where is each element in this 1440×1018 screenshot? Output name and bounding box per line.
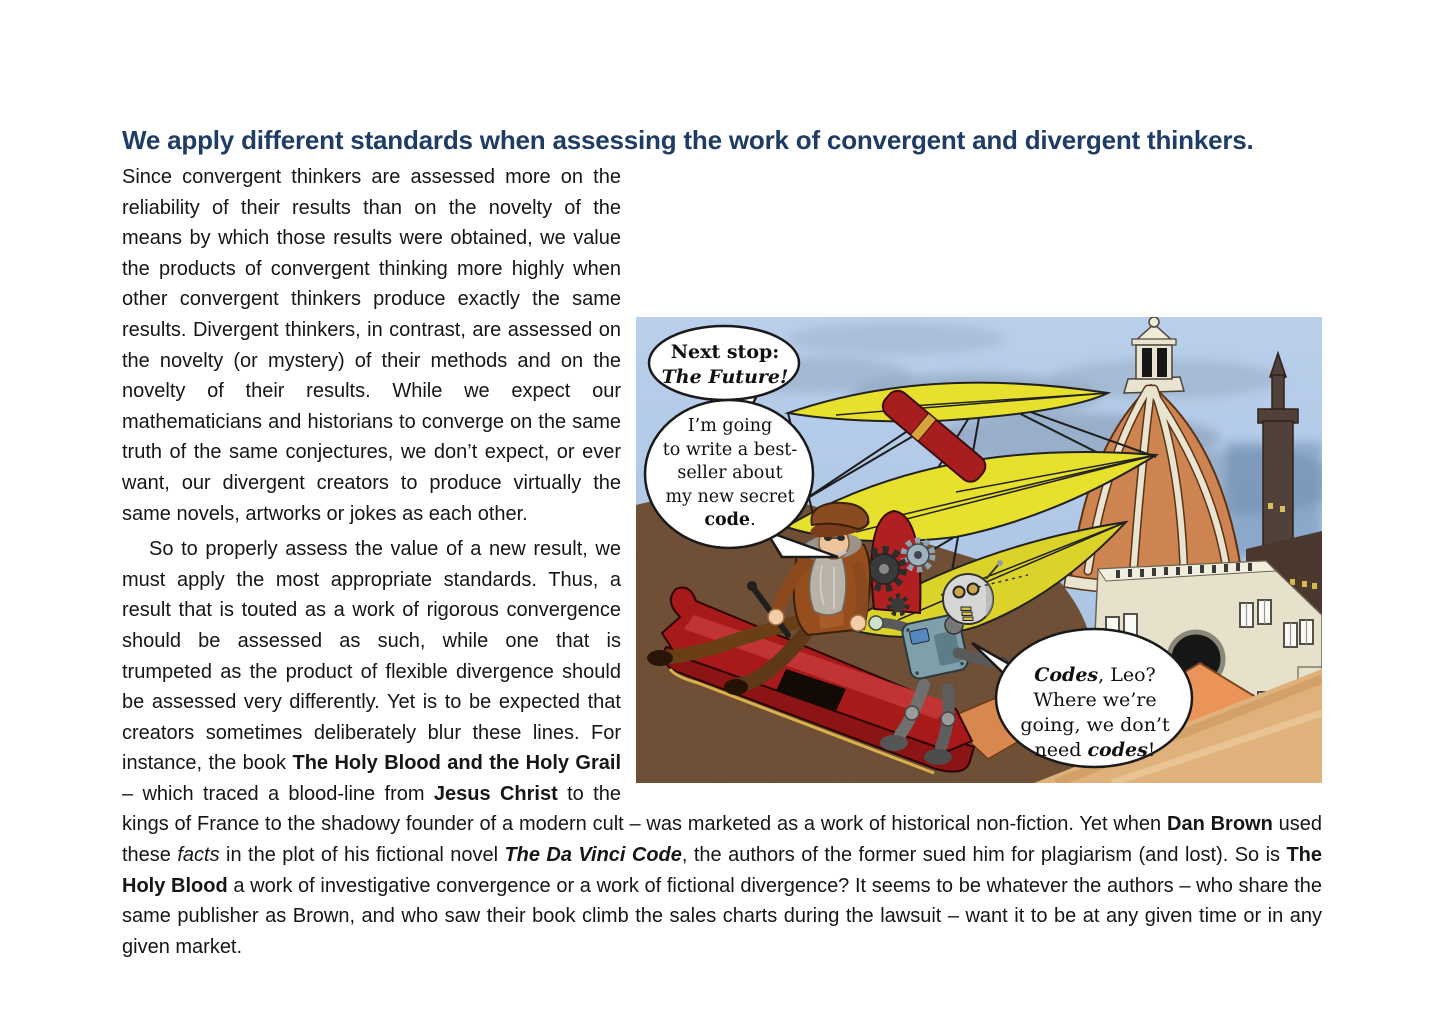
paragraph-intro: Since convergent thinkers are assessed more on the reliability of their results than on the novelty of the means by which those results were obtained, we value the products of convergent thinking more highly when other convergent thinkers produce exactly the same results. Divergent thinkers, in contrast, are assessed on the novelty (or mystery) of their methods and on the novelty of their results. While we expect our mathematicians and historians to converge on the same truth of the same conjectures, we don’t expect, or ever want, our divergent creators to produce virtually the same novels, artworks or jokes as each other. (122, 166, 621, 525)
bubble-line: seller about (677, 463, 783, 483)
davinci-cartoon-figure (636, 317, 1322, 783)
document-content (122, 124, 1322, 962)
bubble-line: Codes, Leo? (1034, 664, 1156, 686)
bubble-line: Next stop: (670, 341, 780, 363)
bubble-line: to write a best- (662, 439, 798, 460)
speech-bubble-codes (997, 663, 1193, 763)
bubble-line: need codes! (1034, 739, 1156, 761)
paragraph-main: So to properly assess the value of a new result, we must apply the most appropriate standards. Thus, a result that is touted as a work of rigorous convergence should be assessed as such, while one that is trumpeted as the product of flexible divergence should be assessed very differently. Yet is to be expected that creators sometimes deliberately blur these lines. For instance, the book The Holy Blood and the Holy Grail – which traced a blood-line from Jesus Christ to the kings of France to the shadowy founder of a modern cult – was marketed as a work of historical non-fiction. Yet when Dan Brown used these facts in the plot of his fictional novel The Da Vinci Code, the authors of the former sued him for plagiarism (and lost). So is The Holy Blood a work of investigative convergence or a work of fictional divergence? It seems to be whatever the authors – who share the same publisher as Brown, and who saw their book climb the sales charts during the lawsuit – want it to be at any given time or in any given market. (122, 538, 1323, 958)
speech-bubble-bestseller (647, 415, 813, 533)
bubble-line: my new secret (665, 486, 795, 507)
bubble-line: going, we don’t (1020, 714, 1170, 736)
speech-bubble-next-stop (649, 340, 801, 390)
body-text (122, 162, 1322, 962)
bubble-line: Where we’re (1033, 689, 1157, 711)
bubble-line: I’m going (687, 416, 773, 436)
page-title: We apply different standards when assessing the work of convergent and divergent thinkers. (122, 125, 1254, 155)
bubble-line: code. (704, 510, 756, 530)
bubble-line: The Future! (661, 366, 789, 388)
